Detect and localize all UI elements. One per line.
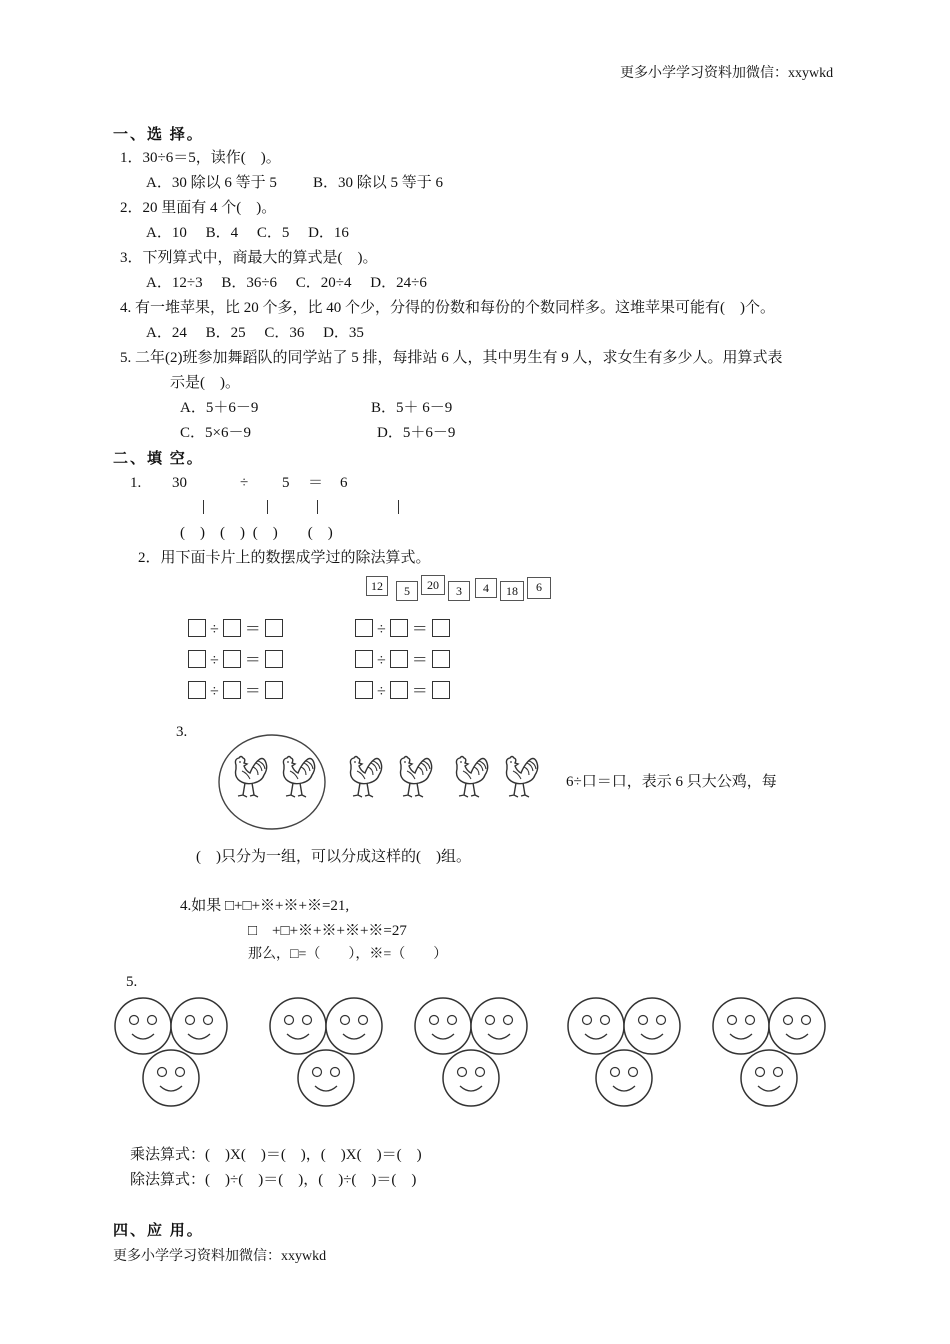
division-equation-box: ÷ ＝	[355, 681, 450, 702]
fill-q1-divisor: 5	[282, 475, 290, 491]
answer-box[interactable]	[265, 619, 283, 637]
answer-box[interactable]	[432, 650, 450, 668]
rooster-icon	[343, 755, 391, 803]
page-footer: 更多小学学习资料加微信：xxywkd	[113, 1249, 327, 1264]
pointer-line	[398, 500, 399, 514]
q5-stem-cont: 示是( )。	[170, 375, 240, 391]
division-equation-box: ÷ ＝	[188, 650, 283, 671]
q1-stem: 1．30÷6＝5，读作( )。	[120, 150, 281, 166]
answer-box[interactable]	[390, 619, 408, 637]
section-title-application: 四、应 用。	[113, 1223, 204, 1239]
q4-options: A．24 B．25 C．36 D．35	[146, 325, 364, 341]
smiley-face-group	[268, 997, 386, 1109]
fill-q5-division: 除法算式：( )÷( )＝( )，( )÷( )＝( )	[130, 1172, 417, 1188]
q5-stem: 5. 二年(2)班参加舞蹈队的同学站了 5 排，每排站 6 人，其中男生有 9 人，求女生有多少人。用算式表	[120, 350, 783, 366]
q5-option-a: A．5＋6－9	[180, 400, 259, 416]
rooster-icon	[276, 755, 324, 803]
q3-options: A．12÷3 B．36÷6 C．20÷4 D．24÷6	[146, 275, 427, 291]
q4-stem: 4. 有一堆苹果，比 20 个多，比 40 个少，分得的份数和每份的个数同样多。这堆苹果可能有( )个。	[120, 300, 775, 316]
pointer-line	[267, 500, 268, 514]
answer-box[interactable]	[223, 681, 241, 699]
fill-q1-dividend: 30	[172, 475, 187, 491]
division-equation-box: ÷ ＝	[355, 650, 450, 671]
fill-q5-number: 5.	[126, 974, 138, 990]
number-card: 12	[366, 576, 388, 596]
number-card: 18	[500, 581, 524, 601]
q3-stem: 3．下列算式中，商最大的算式是( )。	[120, 250, 378, 266]
fill-q4-line1: 4.如果 □+□+※+※+※=21,	[180, 898, 350, 914]
q1-option-a: A．30 除以 6 等于 5	[146, 175, 277, 191]
division-equation-box: ÷ ＝	[188, 681, 283, 702]
fill-q1-blanks: ( ) ( ) ( ) ( )	[180, 525, 333, 541]
q1-option-b: B．30 除以 5 等于 6	[313, 175, 444, 191]
division-equation-box: ÷ ＝	[188, 619, 283, 640]
smiley-face-group	[711, 997, 829, 1109]
rooster-icon	[393, 755, 441, 803]
answer-box[interactable]	[390, 681, 408, 699]
fill-q4-line2: □ +□+※+※+※+※=27	[248, 923, 407, 939]
answer-box[interactable]	[390, 650, 408, 668]
fill-q5-multiplication: 乘法算式：( )X( )＝( )，( )X( )＝( )	[130, 1147, 422, 1163]
answer-box[interactable]	[188, 619, 206, 637]
number-card: 5	[396, 581, 418, 601]
fill-q3-text-cont: ( )只分为一组，可以分成这样的( )组。	[196, 849, 471, 865]
answer-box[interactable]	[223, 619, 241, 637]
answer-box[interactable]	[355, 681, 373, 699]
answer-box[interactable]	[355, 650, 373, 668]
rooster-icon	[499, 755, 547, 803]
answer-box[interactable]	[188, 650, 206, 668]
fill-q1-eq-sign: ＝	[308, 475, 324, 491]
page-header: 更多小学学习资料加微信：xxywkd	[620, 66, 834, 81]
q5-option-b: B．5＋ 6－9	[371, 400, 453, 416]
answer-box[interactable]	[432, 681, 450, 699]
fill-q1-quotient: 6	[340, 475, 348, 491]
rooster-icon	[228, 755, 276, 803]
answer-box[interactable]	[265, 650, 283, 668]
fill-q4-line3: 那么，□=（ ），※=（ ）	[248, 947, 448, 962]
section-title-fill: 二、填 空。	[113, 451, 204, 467]
fill-q1-div-sign: ÷	[240, 475, 249, 491]
q5-option-d: D．5＋6－9	[377, 425, 456, 441]
answer-box[interactable]	[265, 681, 283, 699]
smiley-face-group	[566, 997, 684, 1109]
section-title-choice: 一、选 择。	[113, 127, 204, 143]
number-card: 3	[448, 581, 470, 601]
pointer-line	[203, 500, 204, 514]
fill-q3-number: 3.	[176, 724, 188, 740]
number-card: 4	[475, 578, 497, 598]
q2-options: A．10 B．4 C．5 D．16	[146, 225, 349, 241]
answer-box[interactable]	[223, 650, 241, 668]
fill-q2-text: 2．用下面卡片上的数摆成学过的除法算式。	[138, 550, 431, 566]
number-card: 20	[421, 575, 445, 595]
rooster-icon	[449, 755, 497, 803]
fill-q3-text: 6÷口＝口，表示 6 只大公鸡，每	[566, 774, 777, 790]
fill-q1-number: 1.	[130, 475, 142, 491]
answer-box[interactable]	[432, 619, 450, 637]
number-card: 6	[527, 577, 551, 599]
answer-box[interactable]	[355, 619, 373, 637]
q5-option-c: C．5×6－9	[180, 425, 251, 441]
pointer-line	[317, 500, 318, 514]
smiley-face-group	[113, 997, 231, 1109]
answer-box[interactable]	[188, 681, 206, 699]
q2-stem: 2．20 里面有 4 个( )。	[120, 200, 277, 216]
smiley-face-group	[413, 997, 531, 1109]
division-equation-box: ÷ ＝	[355, 619, 450, 640]
